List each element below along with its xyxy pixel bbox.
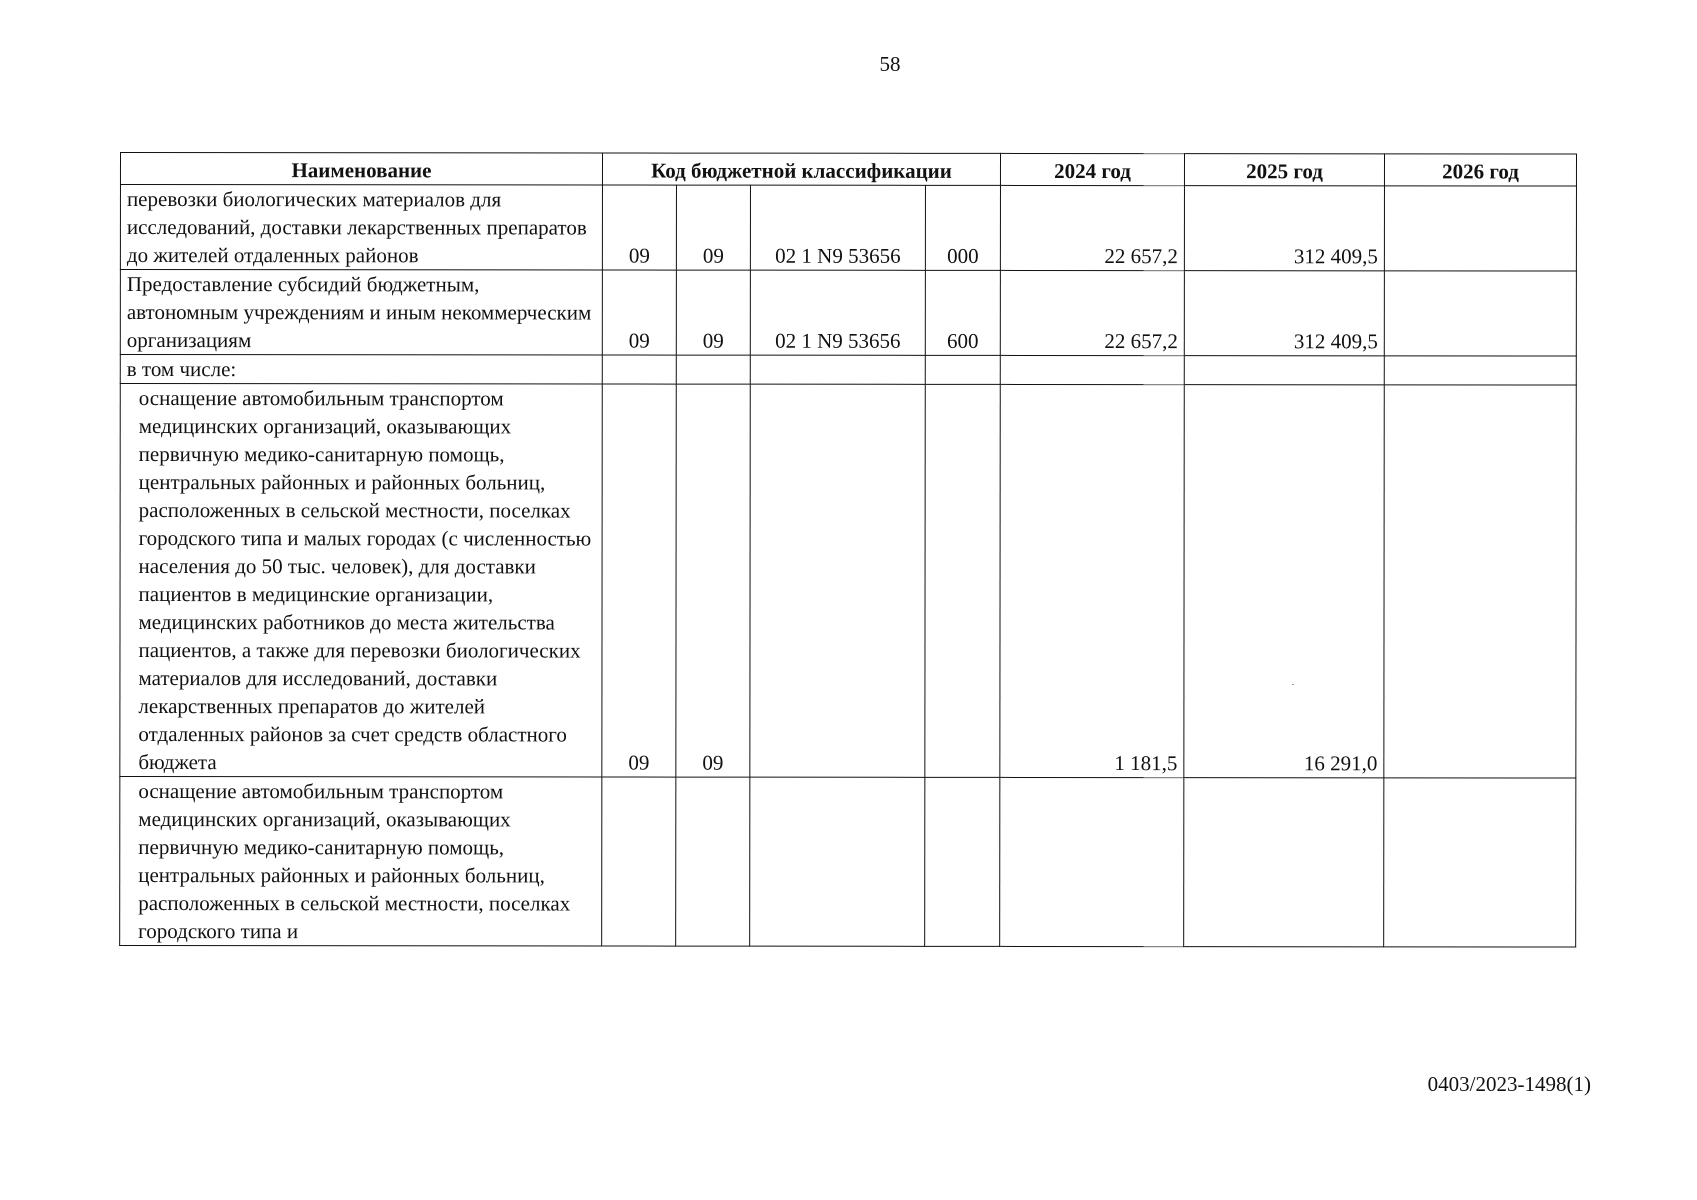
row-value-2025 [1184, 356, 1384, 385]
header-code: Код бюджетной классификации [602, 153, 1000, 185]
row-value-2026 [1384, 356, 1576, 385]
row-value-2026 [1384, 271, 1576, 356]
table-row [120, 185, 1576, 272]
row-value-2024: 22 657,2 [1000, 270, 1184, 355]
row-code-target [750, 777, 925, 946]
row-code-target: 02 1 N9 53656 [750, 270, 925, 355]
row-value-2024: 22 657,2 [1000, 185, 1184, 270]
row-code-expense-type [925, 355, 1000, 384]
row-code-subsection: 09 [676, 185, 750, 270]
scan-speck [1292, 684, 1294, 685]
row-code-expense-type [925, 777, 1000, 946]
row-value-2026 [1384, 385, 1576, 778]
table-header-row [120, 153, 1576, 187]
row-value-2025 [1184, 778, 1384, 947]
row-code-section: 09 [602, 270, 676, 355]
table-row [120, 355, 1576, 386]
row-code-target [750, 355, 925, 384]
row-code-expense-type: 000 [925, 185, 1000, 270]
row-name: Предоставление субсидий бюджетным, автономным учреждениям и иным некоммерческим организациям [120, 270, 602, 356]
budget-table [119, 152, 1577, 948]
row-code-subsection: 09 [676, 384, 750, 777]
header-2025: 2025 год [1185, 154, 1385, 186]
row-code-section [602, 355, 676, 384]
row-code-subsection: 09 [676, 270, 750, 355]
header-name: Наименование [120, 153, 602, 186]
table-row [120, 270, 1576, 357]
row-code-section: 09 [602, 185, 676, 270]
row-value-2025: 312 409,5 [1184, 271, 1384, 356]
row-value-2026 [1384, 778, 1576, 947]
row-code-section [602, 777, 676, 946]
table-row [120, 777, 1576, 948]
header-2026: 2026 год [1385, 154, 1577, 186]
row-name [120, 777, 602, 947]
page-number: 58 [879, 52, 901, 76]
row-value-2024: 1 181,5 [1000, 384, 1184, 777]
row-value-2026 [1384, 186, 1576, 271]
row-value-2025: 312 409,5 [1184, 186, 1384, 271]
document-id: 0403/2023-1498(1) [1427, 1072, 1591, 1096]
row-code-expense-type: 600 [925, 270, 1000, 355]
row-code-subsection [676, 355, 750, 384]
row-value-2024 [1000, 777, 1184, 946]
row-code-target [750, 384, 925, 777]
row-name-text: оснащение автомобильным транспортом медицинских организаций, оказывающих первичную медико-санитарную помощь, центральных районных и районных больниц, расположенных в сельской местности, поселках городского типа и [138, 779, 571, 944]
row-value-2025: 16 291,0 [1184, 385, 1384, 778]
row-value-2024 [1000, 355, 1184, 384]
row-code-subsection [676, 777, 750, 946]
row-name: в том числе: [120, 355, 602, 385]
row-code-target: 02 1 N9 53656 [750, 185, 925, 270]
row-name: перевозки биологических материалов для исследований, доставки лекарственных препаратов до жителей отдаленных районов [120, 185, 602, 271]
header-2024: 2024 год [1001, 153, 1185, 185]
row-name: оснащение автомобильным транспортом медицинских организаций, оказывающих первичную медико-санитарную помощь, центральных районных и районных больниц, расположенных в сельской местности, поселках городского типа и малых городах (с численностью населения до 50 тыс. человек), для доставки пациентов в медицинские организации, медицинских работников до места жительства пациентов, а также для перевозки биологических материалов для исследований, доставки лекарственных препаратов до жителей отдаленных районов за счет средств областного бюджета [120, 384, 602, 778]
row-code-section: 09 [602, 384, 676, 777]
row-code-expense-type [925, 384, 1000, 777]
table-row [120, 384, 1576, 779]
